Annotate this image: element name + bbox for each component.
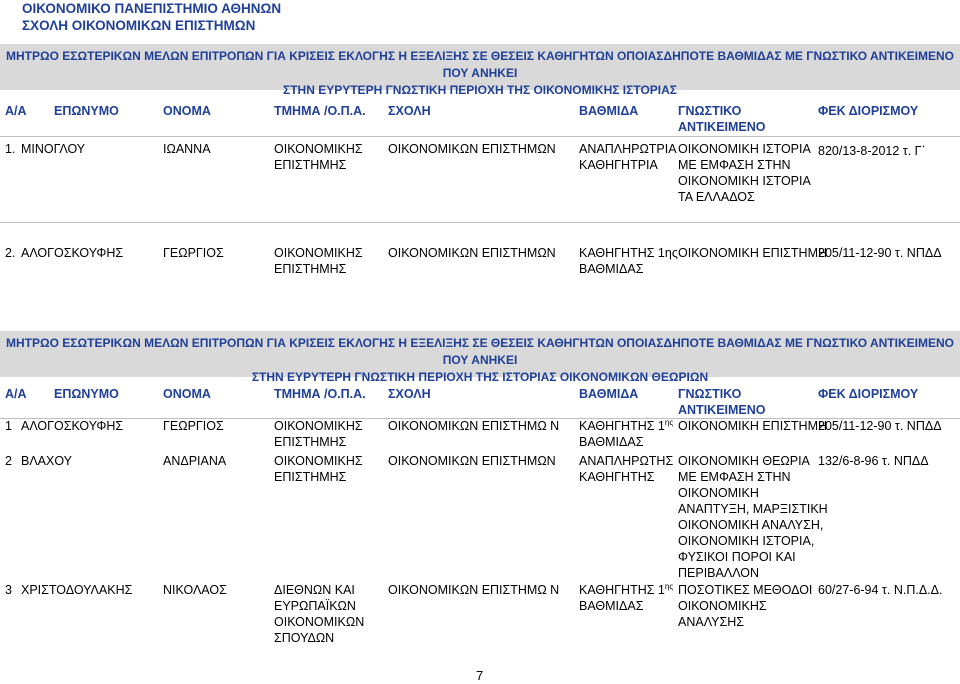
section1-header-divider: [0, 136, 960, 137]
cell-surname: ΜΙΝΟΓΛΟΥ: [21, 142, 86, 156]
col-header-surname: ΕΠΩΝΥΜΟ: [54, 104, 119, 118]
cell-dept-line: ΔΙΕΘΝΩΝ ΚΑΙ: [274, 583, 355, 597]
col-header-dept: ΤΜΗΜΑ /Ο.Π.Α.: [274, 387, 366, 401]
col-header-field-l2: ΑΝΤΙΚΕΙΜΕΝΟ: [678, 120, 766, 134]
col-header-name: ΟΝΟΜΑ: [163, 387, 211, 401]
cell-field-line: ΟΙΚΟΝΟΜΙΚΗ ΙΣΤΟΡΙΑ: [678, 142, 811, 156]
cell-aa: 1: [5, 419, 12, 433]
document-header: [22, 0, 281, 34]
cell-name: ΝΙΚΟΛΑΟΣ: [163, 583, 227, 597]
cell-fek: 205/11-12-90 τ. ΝΠΔΔ: [818, 246, 942, 260]
cell-aa: 2.: [5, 246, 16, 260]
cell-rank-line: ΑΝΑΠΛΗΡΩΤΗΣ: [579, 454, 674, 468]
cell-field-line: ΟΙΚΟΝΟΜΙΚΗ ΙΣΤΟΡΙΑ,: [678, 534, 815, 548]
cell-dept-line: ΕΠΙΣΤΗΜΗΣ: [274, 158, 347, 172]
cell-field: [678, 141, 811, 205]
cell-field: ΟΙΚΟΝΟΜΙΚΗ ΕΠΙΣΤΗΜΗ: [678, 419, 828, 433]
cell-field-line: ΟΙΚΟΝΟΜΙΚΗΣ: [678, 599, 767, 613]
col-header-field-l1: ΓΝΩΣΤΙΚΟ: [678, 104, 742, 118]
section2-title-line2: ΣΤΗΝ ΕΥΡΥΤΕΡΗ ΓΝΩΣΤΙΚΗ ΠΕΡΙΟΧΗ ΤΗΣ ΙΣΤΟΡΙΑΣ ΟΙΚΟΝΟΜΙΚΩΝ ΘΕΩΡΙΩΝ: [251, 370, 709, 384]
cell-rank-line: ΚΑΘΗΓΗΤΗΣ 1ης: [579, 246, 678, 260]
cell-field-line: ΠΕΡΙΒΑΛΛΟΝ: [678, 566, 760, 580]
rank-text: ΚΑΘΗΓΗΤΗΣ 1: [579, 583, 665, 597]
cell-rank-line: [579, 418, 673, 434]
col-header-dept: ΤΜΗΜΑ /Ο.Π.Α.: [274, 104, 366, 118]
cell-field-line: ΟΙΚΟΝΟΜΙΚΗ ΙΣΤΟΡΙΑ: [678, 174, 811, 188]
section1-title-line1: ΜΗΤΡΩΟ ΕΣΩΤΕΡΙΚΩΝ ΜΕΛΩΝ ΕΠΙΤΡΟΠΩΝ ΓΙΑ ΚΡΙΣΕΙΣ ΕΚΛΟΓΗΣ Η ΕΞΕΛΙΞΗΣ ΣΕ ΘΕΣΕΙΣ ΚΑΘΗΓΗΤΩΝ ΟΠΟΙΑΣΔΗΠΟΤΕ ΒΑΘΜΙΔΑΣ ΜΕ ΓΝΩΣΤΙΚΟ ΑΝΤΙΚΕΙΜΕΝΟ ΠΟΥ ΑΝΗΚΕΙ: [6, 49, 954, 80]
cell-field-line: ΠΟΣΟΤΙΚΕΣ ΜΕΘΟΔΟΙ: [678, 583, 813, 597]
cell-field-line: ΑΝΑΛΥΣΗΣ: [678, 615, 744, 629]
cell-rank: [579, 245, 678, 277]
cell-dept: [274, 418, 363, 450]
section1-title-line2: ΣΤΗΝ ΕΥΡΥΤΕΡΗ ΓΝΩΣΤΙΚΗ ΠΕΡΙΟΧΗ ΤΗΣ ΟΙΚΟΝΟΜΙΚΗΣ ΙΣΤΟΡΙΑΣ: [283, 83, 677, 97]
cell-name: ΑΝΔΡΙΑΝΑ: [163, 454, 227, 468]
cell-aa: 2: [5, 454, 12, 468]
cell-dept: [274, 453, 363, 485]
cell-field: [678, 453, 828, 581]
section1-title-banner: [0, 44, 960, 97]
rank-ordinal: ης: [664, 582, 674, 591]
col-header-name: ΟΝΟΜΑ: [163, 104, 211, 118]
cell-school: ΟΙΚΟΝΟΜΙΚΩΝ ΕΠΙΣΤΗΜΩΝ: [388, 454, 556, 468]
cell-field-line: ΜΕ ΕΜΦΑΣΗ ΣΤΗΝ: [678, 158, 791, 172]
cell-fek: 132/6-8-96 τ. ΝΠΔΔ: [818, 454, 929, 468]
col-header-aa: Α/Α: [5, 104, 27, 118]
col-header-field-l2: ΑΝΤΙΚΕΙΜΕΝΟ: [678, 403, 766, 417]
cell-name: ΓΕΩΡΓΙΟΣ: [163, 419, 224, 433]
col-header-surname: ΕΠΩΝΥΜΟ: [54, 387, 119, 401]
cell-fek: 60/27-6-94 τ. Ν.Π.Δ.Δ.: [818, 583, 943, 597]
cell-field: ΟΙΚΟΝΟΜΙΚΗ ΕΠΙΣΤΗΜΗ: [678, 246, 828, 260]
section2-title-line1: ΜΗΤΡΩΟ ΕΣΩΤΕΡΙΚΩΝ ΜΕΛΩΝ ΕΠΙΤΡΟΠΩΝ ΓΙΑ ΚΡΙΣΕΙΣ ΕΚΛΟΓΗΣ Η ΕΞΕΛΙΞΗΣ ΣΕ ΘΕΣΕΙΣ ΚΑΘΗΓΗΤΩΝ ΟΠΟΙΑΣΔΗΠΟΤΕ ΒΑΘΜΙΔΑΣ ΜΕ ΓΝΩΣΤΙΚΟ ΑΝΤΙΚΕΙΜΕΝΟ ΠΟΥ ΑΝΗΚΕΙ: [6, 336, 954, 367]
cell-field-line: ΜΕ ΕΜΦΑΣΗ ΣΤΗΝ: [678, 470, 791, 484]
cell-dept-line: ΟΙΚΟΝΟΜΙΚΩΝ: [274, 615, 365, 629]
cell-field-line: ΟΙΚΟΝΟΜΙΚΗ ΘΕΩΡΙΑ: [678, 454, 810, 468]
cell-surname: ΑΛΟΓΟΣΚΟΥΦΗΣ: [21, 246, 124, 260]
cell-aa: 1.: [5, 142, 16, 156]
col-header-field: [678, 386, 766, 418]
cell-field-line: ΦΥΣΙΚΟΙ ΠΟΡΟΙ ΚΑΙ: [678, 550, 796, 564]
cell-fek: 820/13-8-2012 τ. Γ΄: [818, 144, 926, 158]
rank-ordinal: ης: [664, 418, 674, 427]
col-header-school: ΣΧΟΛΗ: [388, 387, 431, 401]
cell-rank-line: ΚΑΘΗΓΗΤΗΣ: [579, 470, 655, 484]
cell-fek: 205/11-12-90 τ. ΝΠΔΔ: [818, 419, 942, 433]
cell-dept-line: ΟΙΚΟΝΟΜΙΚΗΣ: [274, 419, 363, 433]
cell-field-line: ΤΑ ΕΛΛΑΔΟΣ: [678, 190, 755, 204]
cell-name: ΙΩΑΝΝΑ: [163, 142, 211, 156]
cell-rank-line: ΒΑΘΜΙΔΑΣ: [579, 262, 644, 276]
university-name: ΟΙΚΟΝΟΜΙΚΟ ΠΑΝΕΠΙΣΤΗΜΙΟ ΑΘΗΝΩΝ: [22, 1, 282, 16]
cell-school: ΟΙΚΟΝΟΜΙΚΩΝ ΕΠΙΣΤΗΜΩΝ: [388, 142, 556, 156]
cell-surname: ΧΡΙΣΤΟΔΟΥΛΑΚΗΣ: [21, 583, 133, 597]
col-header-rank: ΒΑΘΜΙΔΑ: [579, 104, 639, 118]
cell-dept-line: ΕΥΡΩΠΑΪΚΩΝ: [274, 599, 356, 613]
col-header-fek: ΦΕΚ ΔΙΟΡΙΣΜΟΥ: [818, 104, 919, 118]
col-header-aa: Α/Α: [5, 387, 27, 401]
cell-school: ΟΙΚΟΝΟΜΙΚΩΝ ΕΠΙΣΤΗΜΩ Ν: [388, 419, 560, 433]
cell-dept-line: ΟΙΚΟΝΟΜΙΚΗΣ: [274, 454, 363, 468]
section2-title-banner: [0, 331, 960, 384]
rank-text: ΚΑΘΗΓΗΤΗΣ 1: [579, 419, 665, 433]
col-header-fek: ΦΕΚ ΔΙΟΡΙΣΜΟΥ: [818, 387, 919, 401]
cell-rank-line: ΒΑΘΜΙΔΑΣ: [579, 435, 644, 449]
cell-dept-line: ΟΙΚΟΝΟΜΙΚΗΣ: [274, 142, 363, 156]
cell-surname: ΑΛΟΓΟΣΚΟΥΦΗΣ: [21, 419, 124, 433]
cell-dept-line: ΣΠΟΥΔΩΝ: [274, 631, 335, 645]
cell-field-line: ΑΝΑΠΤΥΞΗ, ΜΑΡΞΙΣΤΙΚΗ: [678, 502, 828, 516]
cell-school: ΟΙΚΟΝΟΜΙΚΩΝ ΕΠΙΣΤΗΜΩ Ν: [388, 583, 560, 597]
cell-dept-line: ΕΠΙΣΤΗΜΗΣ: [274, 470, 347, 484]
cell-aa: 3: [5, 583, 12, 597]
col-header-rank: ΒΑΘΜΙΔΑ: [579, 387, 639, 401]
cell-dept-line: ΕΠΙΣΤΗΜΗΣ: [274, 435, 347, 449]
cell-dept-line: ΟΙΚΟΝΟΜΙΚΗΣ: [274, 246, 363, 260]
cell-school: ΟΙΚΟΝΟΜΙΚΩΝ ΕΠΙΣΤΗΜΩΝ: [388, 246, 556, 260]
row-divider: [0, 222, 960, 223]
cell-dept: [274, 582, 364, 646]
cell-field-line: ΟΙΚΟΝΟΜΙΚΗ: [678, 486, 759, 500]
cell-rank: [579, 453, 673, 485]
cell-field: [678, 582, 812, 630]
col-header-school: ΣΧΟΛΗ: [388, 104, 431, 118]
cell-rank-line: [579, 582, 673, 598]
col-header-field-l1: ΓΝΩΣΤΙΚΟ: [678, 387, 742, 401]
cell-dept-line: ΕΠΙΣΤΗΜΗΣ: [274, 262, 347, 276]
cell-rank: [579, 141, 677, 173]
school-name: ΣΧΟΛΗ ΟΙΚΟΝΟΜΙΚΩΝ ΕΠΙΣΤΗΜΩΝ: [22, 18, 256, 33]
cell-dept: [274, 245, 363, 277]
cell-rank-line: ΒΑΘΜΙΔΑΣ: [579, 599, 644, 613]
cell-rank: [579, 582, 673, 614]
col-header-field: [678, 103, 766, 135]
cell-surname: ΒΛΑΧΟΥ: [21, 454, 73, 468]
cell-name: ΓΕΩΡΓΙΟΣ: [163, 246, 224, 260]
page-number: 7: [476, 668, 484, 683]
cell-field-line: ΟΙΚΟΝΟΜΙΚΗ ΑΝΑΛΥΣΗ,: [678, 518, 824, 532]
cell-dept: [274, 141, 363, 173]
cell-rank-line: ΚΑΘΗΓΗΤΡΙΑ: [579, 158, 658, 172]
cell-rank: [579, 418, 673, 450]
cell-rank-line: ΑΝΑΠΛΗΡΩΤΡΙΑ: [579, 142, 677, 156]
